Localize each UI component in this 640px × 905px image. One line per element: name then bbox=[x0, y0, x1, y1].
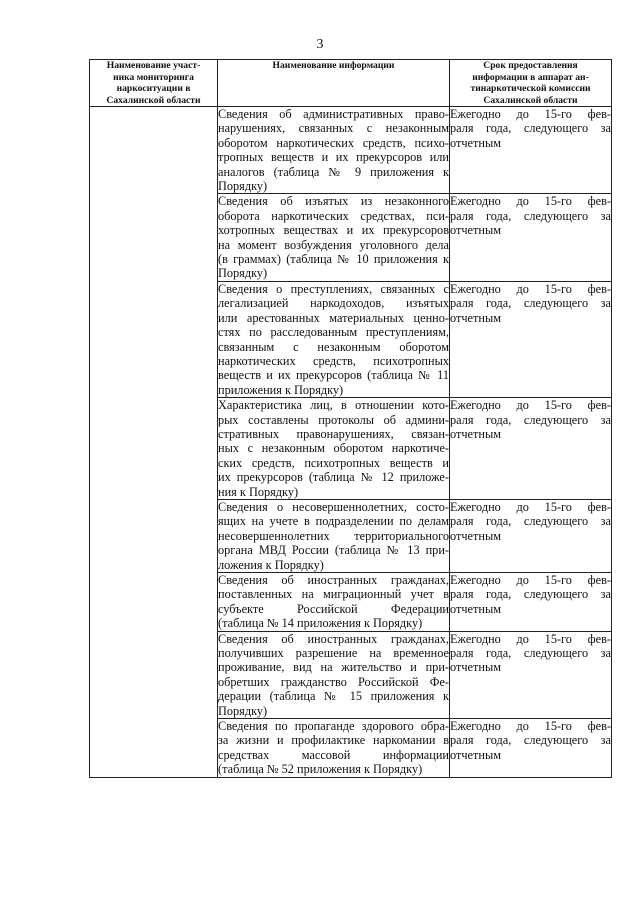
deadline-line: раля года, следующего за bbox=[450, 514, 611, 529]
deadline-line: раля года, следующего за bbox=[450, 296, 611, 311]
information-line: обретших гражданство Российской Фе- bbox=[218, 674, 449, 689]
deadline-line: отчетным bbox=[450, 601, 502, 616]
deadline-line: Ежегодно до 15-го фев- bbox=[450, 398, 611, 413]
deadline-cell bbox=[450, 107, 612, 194]
information-line: стях по расследованным преступлениям, bbox=[218, 325, 449, 340]
deadline-cell bbox=[450, 573, 612, 632]
information-cell bbox=[218, 573, 450, 632]
deadline-line: раля года, следующего за bbox=[450, 208, 611, 223]
information-line: на момент возбуждения уголовного дела bbox=[218, 237, 449, 252]
information-cell bbox=[218, 281, 450, 397]
information-line: Сведения по пропаганде здорового обра- bbox=[218, 719, 449, 734]
information-line: ложения к Порядку) bbox=[218, 557, 324, 572]
deadline-cell bbox=[450, 631, 612, 718]
information-line: (таблица № 14 приложения к Порядку) bbox=[218, 616, 423, 631]
deadline-line: отчетным bbox=[450, 528, 502, 543]
table-header-row bbox=[90, 60, 612, 107]
information-line: (в граммах) (таблица № 10 приложения к bbox=[218, 252, 449, 267]
information-line: Порядку) bbox=[218, 266, 268, 281]
deadline-line: отчетным bbox=[450, 747, 502, 762]
deadline-line: Ежегодно до 15-го фев- bbox=[450, 107, 611, 121]
information-line: органа МВД России (таблица № 13 при- bbox=[218, 543, 449, 558]
information-line: проживание, вид на жительство и при- bbox=[218, 660, 449, 675]
deadline-line: Ежегодно до 15-го фев- bbox=[450, 631, 611, 646]
information-line: Сведения о преступлениях, связанных с bbox=[218, 281, 449, 296]
deadline-line: Ежегодно до 15-го фев- bbox=[450, 194, 611, 209]
information-line: ских средств, психотропных веществ и bbox=[218, 455, 449, 470]
information-line: тропных веществ и их прекурсоров или bbox=[218, 150, 449, 165]
information-line: ния к Порядку) bbox=[218, 484, 299, 499]
deadline-line: раля года, следующего за bbox=[450, 121, 611, 136]
deadline-cell bbox=[450, 719, 612, 778]
information-cell bbox=[218, 499, 450, 572]
information-cell bbox=[218, 631, 450, 718]
information-line: нарушениях, связанных с незаконным bbox=[218, 121, 449, 136]
information-line: аналогов (таблица № 9 приложения к bbox=[218, 164, 449, 179]
information-line: получивших разрешение на временное bbox=[218, 646, 449, 661]
information-line: ящих на учете в подразделении по делам bbox=[218, 514, 449, 529]
deadline-line: раля года, следующего за bbox=[450, 733, 611, 748]
information-cell bbox=[218, 194, 450, 281]
information-line: несовершеннолетних территориального bbox=[218, 528, 449, 543]
deadline-line: Ежегодно до 15-го фев- bbox=[450, 499, 611, 514]
deadline-line: раля года, следующего за bbox=[450, 412, 611, 427]
information-line: оборотом наркотических средств, психо- bbox=[218, 135, 449, 150]
deadline-line: раля года, следующего за bbox=[450, 587, 611, 602]
information-line: ных с незаконным оборотом наркотиче- bbox=[218, 441, 449, 456]
information-line: хотропных веществах и их прекурсоров bbox=[218, 223, 449, 238]
information-cell bbox=[218, 107, 450, 194]
information-line: Сведения об иностранных гражданах, bbox=[218, 573, 449, 587]
information-line: поставленных на миграционный учет в bbox=[218, 587, 449, 602]
deadline-cell bbox=[450, 398, 612, 500]
deadline-line: отчетным bbox=[450, 426, 502, 441]
information-line: веществ и их прекурсоров (таблица № 11 bbox=[218, 368, 449, 383]
information-line: стративных правонарушениях, связан- bbox=[218, 426, 449, 441]
table-row bbox=[90, 107, 612, 194]
information-line: Характеристика лиц, в отношении кото- bbox=[218, 398, 449, 413]
deadline-cell bbox=[450, 281, 612, 397]
deadline-line: отчетным bbox=[450, 660, 502, 675]
information-line: оборота наркотических средствах, пси- bbox=[218, 208, 449, 223]
information-line: Сведения об изъятых из незаконного bbox=[218, 194, 449, 209]
deadline-line: Ежегодно до 15-го фев- bbox=[450, 281, 611, 296]
deadline-line: Ежегодно до 15-го фев- bbox=[450, 573, 611, 587]
information-line: легализацией наркодоходов, изъятых bbox=[218, 296, 449, 311]
information-line: Порядку) bbox=[218, 179, 268, 194]
header-participant: Наименование участ- ника мониторинга наркоситуации в Сахалинской области bbox=[90, 60, 218, 107]
information-line: (таблица № 52 приложения к Порядку) bbox=[218, 762, 423, 777]
deadline-cell bbox=[450, 194, 612, 281]
information-cell bbox=[218, 719, 450, 778]
information-line: Порядку) bbox=[218, 703, 268, 718]
information-line: их прекурсоров (таблица № 12 приложе- bbox=[218, 470, 449, 485]
information-line: рых составлены протоколы об админи- bbox=[218, 412, 449, 427]
deadline-cell bbox=[450, 499, 612, 572]
information-line: Сведения о несовершеннолетних, состо- bbox=[218, 499, 449, 514]
deadline-line: отчетным bbox=[450, 135, 502, 150]
deadline-line: отчетным bbox=[450, 310, 502, 325]
participant-cell bbox=[90, 107, 218, 778]
header-deadline: Срок предоставления информации в аппарат ан- тинаркотической комиссии Сахалинской области bbox=[450, 60, 612, 107]
information-line: наркотических средств, психотропных bbox=[218, 353, 449, 368]
information-line: связанным с незаконным оборотом bbox=[218, 339, 449, 354]
information-line: Сведения об иностранных гражданах, bbox=[218, 631, 449, 646]
header-information: Наименование информации bbox=[218, 60, 450, 107]
information-line: за жизни и профилактике наркомании в bbox=[218, 733, 449, 748]
monitoring-table bbox=[89, 59, 612, 778]
information-cell bbox=[218, 398, 450, 500]
information-line: средствах массовой информации bbox=[218, 747, 449, 762]
information-line: дерации (таблица № 15 приложения к bbox=[218, 689, 449, 704]
deadline-line: отчетным bbox=[450, 223, 502, 238]
information-line: субъекте Российской Федерации bbox=[218, 601, 449, 616]
deadline-line: раля года, следующего за bbox=[450, 646, 611, 661]
information-line: приложения к Порядку) bbox=[218, 382, 344, 397]
deadline-line: Ежегодно до 15-го фев- bbox=[450, 719, 611, 734]
information-line: или арестованных материальных ценно- bbox=[218, 310, 449, 325]
page-number: 3 bbox=[316, 37, 324, 52]
information-line: Сведения об административных право- bbox=[218, 107, 449, 121]
